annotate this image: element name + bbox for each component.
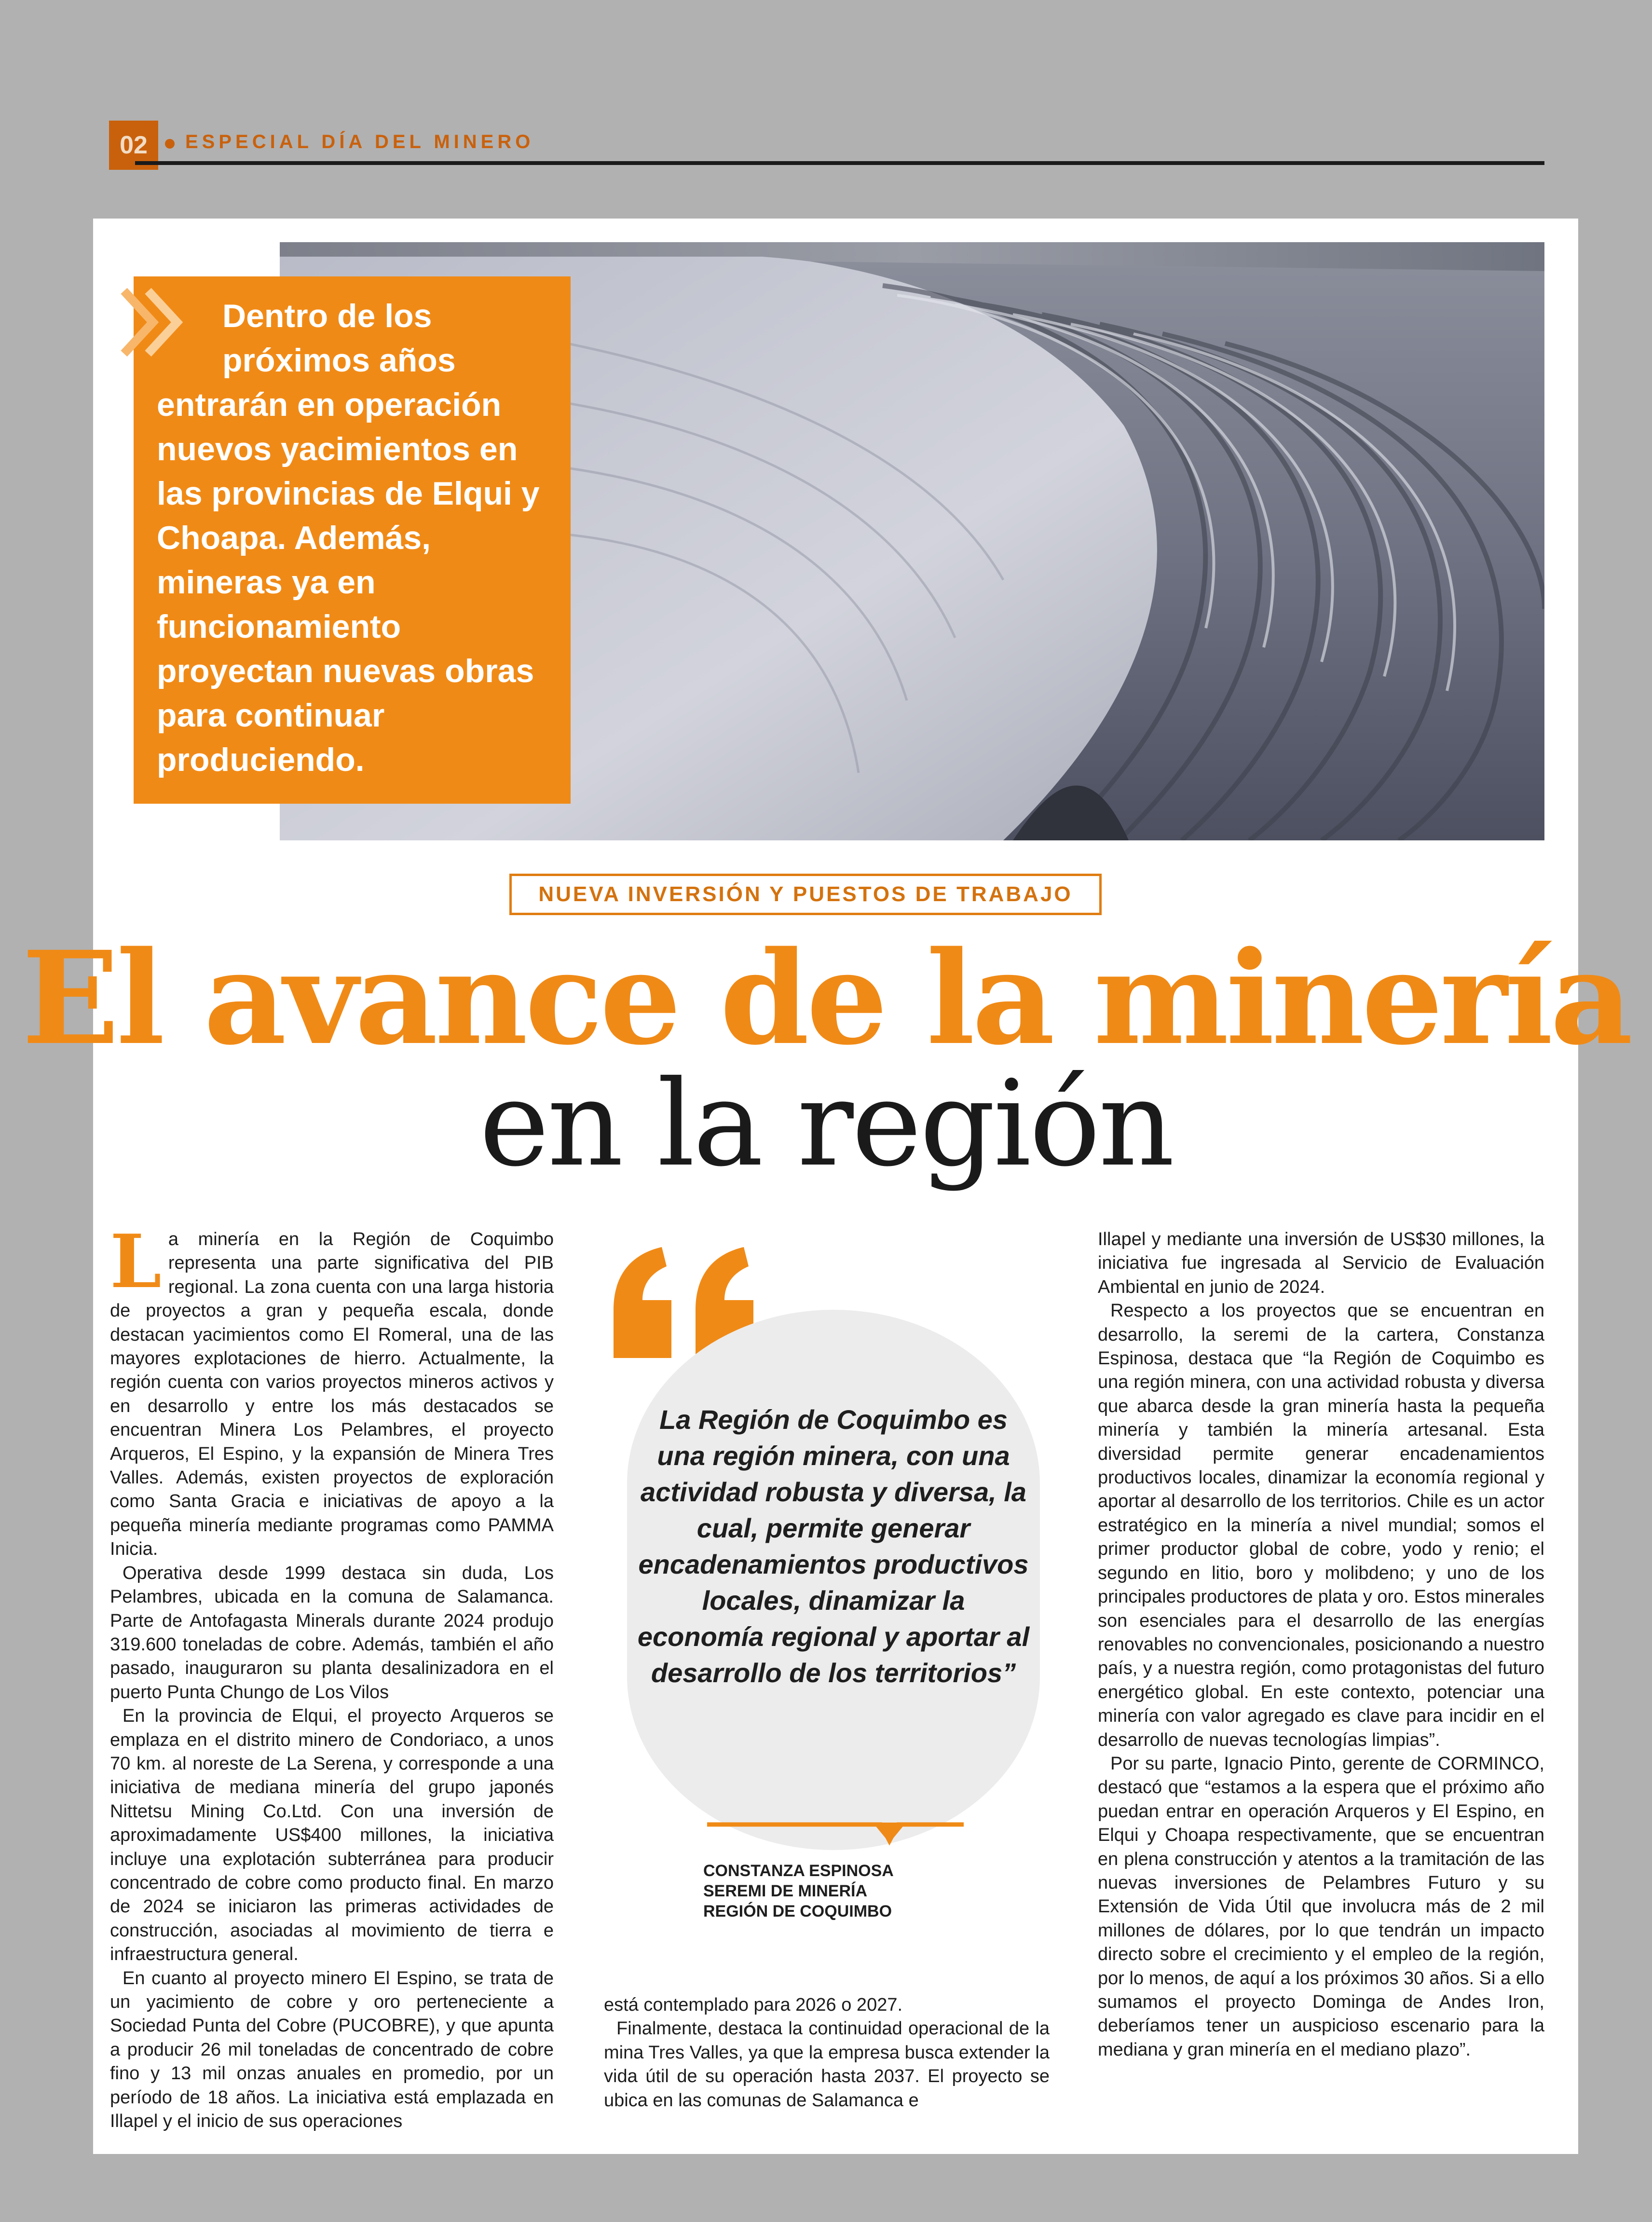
article-paragraph: está contemplado para 2026 o 2027. (604, 1995, 903, 2015)
article-column-3 (1098, 1228, 1544, 2062)
lead-rest: entrarán en operación nuevos yacimientos en las provincias de Elqui y Choapa. Además, mineras ya en funcionamiento proyectan nuevas obras para continuar produciendo. (157, 386, 540, 778)
lead-text (157, 294, 551, 782)
lead-line-1: Dentro de los (222, 298, 432, 334)
article-paragraph: Operativa desde 1999 destaca sin duda, Los Pelambres, ubicada en la comuna de Salamanca. Parte de Antofagasta Minerals durante 2024 produjo 319.600 toneladas de cobre. Además, también el año pasado, inauguraron su planta desalinizadora en el puerto Punta Chungo de Los Vilos (110, 1563, 554, 1702)
lead-line-2: próximos años (222, 342, 456, 379)
headline-main: El avance de la minería (22, 923, 1630, 1073)
article-paragraph: Respecto a los proyectos que se encuentran en desarrollo, la seremi de la cartera, Constanza Espinosa, destaca que “la Región de Coquimbo es una región minera, con una actividad robusta y diversa que abarca desde la gran minería hasta la pequeña minería y también la minería artesanal. Esta diversidad permite generar encadenamientos productivos locales, dinamizar la economía regional y aportar al desarrollo de los territorios. Chile es un actor estratégico en la minería a nivel mundial; somos el primer productor global de cobre, yodo y renio; el segundo en litio, boro y molibdeno; y uno de los principales productores de plata y oro. Estos minerales son esenciales para el desarrollo de las energías renovables no convencionales, posicionando a nuestro país, y a nuestra región, como protagonistas del futuro energético global. En este contexto, potenciar una minería con valor agregado es clave para incidir en el desarrollo de nuevas tecnologías limpias”. (1098, 1301, 1544, 1750)
article-paragraph: En la provincia de Elqui, el proyecto Arqueros se emplaza en el distrito minero de Condoriaco, a unos 70 km. al noreste de La Serena, y corresponde a una iniciativa de mediana minería del grupo japonés Nittetsu Mining Co.Ltd. Con una inversión de aproximadamente US$400 millones, la iniciativa incluye una explotación subterránea para producir concentrado de cobre como producto final. En marzo de 2024 se iniciaron las primeras actividades de construcción, asociadas al movimiento de tierra e infraestructura general. (110, 1706, 554, 1965)
section-label: ESPECIAL DÍA DEL MINERO (185, 131, 534, 152)
section-bullet (165, 139, 175, 149)
author-role: SEREMI DE MINERÍA (703, 1882, 868, 1900)
double-chevron-icon (119, 286, 201, 358)
article-column-2 (604, 1993, 1050, 2112)
drop-cap: L (110, 1218, 162, 1304)
quote-pointer-line (707, 1820, 964, 1849)
kicker-label: NUEVA INVERSIÓN Y PUESTOS DE TRABAJO (509, 874, 1102, 915)
article-paragraph: Por su parte, Ignacio Pinto, gerente de CORMINCO, destacó que “estamos a la espera que el próximo año puedan entrar en operación Arqueros y El Espino, en Elqui y Choapa respectivamente, que se encuentran en plena construcción y atentos a la tramitación de las nuevas inversiones de Pelambres Futuro y su Extensión de Vida Útil que involucra más de 2 mil millones de dólares, por lo que tendrán un impacto directo sobre el crecimiento y el empleo de la región, por lo menos, de aquí a los próximos 30 años. Si a ello sumamos el proyecto Dominga de Andes Iron, deberíamos tener un auspicioso escenario para la mediana y gran minería en el mediano plazo”. (1098, 1753, 1544, 2060)
paragraph-text: a minería en la Región de Coquimbo representa una parte significativa del PIB regional. La zona cuenta con una larga historia de proyectos a gran y pequeña escala, donde destacan yacimientos como El Romeral, una de las mayores explotaciones de hierro. Actualmente, la región cuenta con varios proyectos mineros activos y en desarrollo y entre los más destacados se encuentran Minera Los Pelambres, el proyecto Arqueros, El Espino, y la expansión de Minera Tres Valles. Además, existen proyectos de exploración como Santa Gracia e iniciativas de apoyo a la pequeña minería mediante programas como PAMMA Inicia. (110, 1229, 554, 1560)
article-column-1 (110, 1218, 554, 2133)
headline-secondary: en la región (479, 1055, 1173, 1193)
author-name: CONSTANZA ESPINOSA (703, 1862, 894, 1880)
article-paragraph: En cuanto al proyecto minero El Espino, se trata de un yacimiento de cobre y oro perteneciente a Sociedad Punta del Cobre (PUCOBRE), y que apunta a producir 26 mil toneladas de concentrado de cobre fino y 13 mil onzas anuales en promedio, por un período de 18 años. La iniciativa está emplazada en Illapel y el inicio de sus operaciones (110, 1968, 554, 2132)
quote-author (703, 1861, 894, 1921)
page-number: 02 (109, 121, 158, 170)
lead-box (134, 276, 571, 804)
author-region: REGIÓN DE COQUIMBO (703, 1902, 892, 1920)
header-rule (135, 161, 1544, 165)
article-paragraph (110, 1218, 554, 1562)
article-paragraph: Illapel y mediante una inversión de US$30 millones, la iniciativa fue ingresada al Servicio de Evaluación Ambiental en junio de 2024. (1098, 1229, 1544, 1297)
pull-quote-text: La Región de Coquimbo es una región minera, con una actividad robusta y diversa, la cual, permite generar encadenamientos productivos locales, dinamizar la economía regional y aportar al desarrollo de los territorios” (637, 1404, 1030, 1688)
article-paragraph: Finalmente, destaca la continuidad operacional de la mina Tres Valles, ya que la empresa busca extender la vida útil de su operación hasta 2037. El proyecto se ubica en las comunas de Salamanca e (604, 2018, 1050, 2111)
